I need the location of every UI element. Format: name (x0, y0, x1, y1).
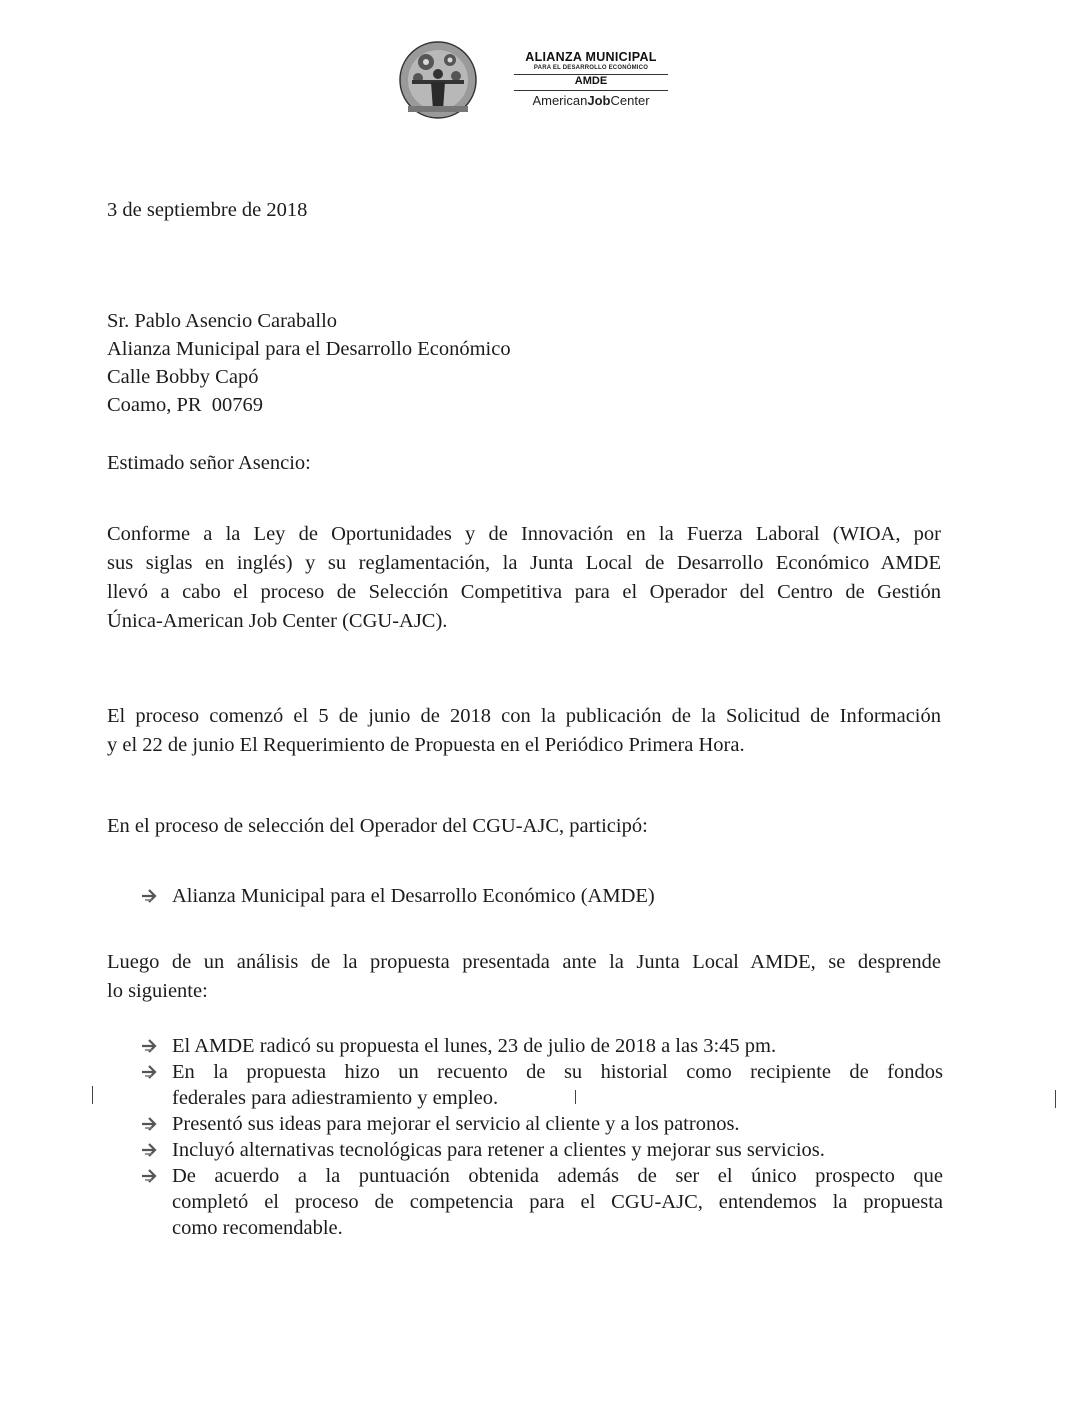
participants-list (140, 883, 943, 909)
paragraph-wioa (107, 520, 941, 636)
organization-name: ALIANZA MUNICIPAL (525, 50, 657, 64)
paragraph-line: llevó a cabo el proceso de Selección Competitiva para el Operador del Centro de Gestión (107, 581, 941, 603)
gears-and-person-logo-icon (398, 40, 478, 120)
finding-line: Incluyó alternativas tecnológicas para retener a clientes y mejorar sus servicios. (172, 1139, 825, 1161)
organization-name-block (506, 50, 676, 109)
finding-line: En la propuesta hizo un recuento de su historial como recipiente de fondos (172, 1061, 943, 1083)
paragraph-line: y el 22 de junio El Requerimiento de Propuesta en el Periódico Primera Hora. (107, 734, 745, 756)
paragraph-line: Conforme a la Ley de Oportunidades y de Innovación en la Fuerza Laboral (WIOA, por (107, 523, 941, 545)
list-item (140, 883, 943, 909)
organization-subtitle: PARA EL DESARROLLO ECONÓMICO (533, 65, 649, 71)
salutation: Estimado señor Asencio: (107, 452, 311, 474)
paragraph-line: sus siglas en inglés) y su reglamentación, la Junta Local de Desarrollo Económico AMDE (107, 552, 941, 574)
arrow-bullet-icon (140, 887, 160, 905)
letter-date: 3 de septiembre de 2018 (107, 199, 308, 221)
finding-line: De acuerdo a la puntuación obtenida además de ser el único prospecto que (172, 1165, 943, 1187)
paragraph-line: lo siguiente: (107, 980, 208, 1002)
paragraph-process (107, 702, 941, 760)
paragraph-line: El proceso comenzó el 5 de junio de 2018 con la publicación de la Solicitud de Información (107, 705, 941, 727)
organization-abbreviation: AMDE (574, 75, 608, 87)
recipient-name: Sr. Pablo Asencio Caraballo (107, 310, 338, 332)
finding-line: como recomendable. (172, 1217, 343, 1239)
findings-list (140, 1033, 943, 1241)
arrow-bullet-icon (140, 1141, 160, 1159)
list-item (140, 1059, 943, 1111)
finding-line: federales para adiestramiento y empleo. (172, 1087, 499, 1109)
finding-line: Presentó sus ideas para mejorar el servicio al cliente y a los patronos. (172, 1113, 740, 1135)
paragraph-line: Luego de un análisis de la propuesta presentada ante la Junta Local AMDE, se desprende (107, 951, 941, 973)
paragraph-participants-intro: En el proceso de selección del Operador del CGU-AJC, participó: (107, 815, 648, 837)
list-item (140, 1137, 943, 1163)
scan-mark (92, 1086, 93, 1104)
recipient-organization: Alianza Municipal para el Desarrollo Económico (107, 338, 511, 360)
american-job-center-wordmark: AmericanJobCenter (532, 93, 650, 108)
scan-mark (1055, 1090, 1056, 1108)
finding-line: El AMDE radicó su propuesta el lunes, 23 de julio de 2018 a las 3:45 pm. (172, 1035, 777, 1057)
arrow-bullet-icon (140, 1037, 160, 1055)
arrow-bullet-icon (140, 1115, 160, 1133)
arrow-bullet-icon (140, 1063, 160, 1081)
participant-name: Alianza Municipal para el Desarrollo Económico (AMDE) (172, 885, 655, 907)
recipient-city: Coamo, PR 00769 (107, 394, 264, 416)
paragraph-line: Única-American Job Center (CGU-AJC). (107, 610, 448, 632)
recipient-street: Calle Bobby Capó (107, 366, 259, 388)
list-item (140, 1111, 943, 1137)
letterhead (398, 40, 678, 122)
list-item (140, 1033, 943, 1059)
divider (514, 90, 668, 91)
paragraph-analysis (107, 948, 941, 1006)
list-item (140, 1163, 943, 1241)
arrow-bullet-icon (140, 1167, 160, 1185)
scan-mark (575, 1090, 576, 1104)
finding-line: completó el proceso de competencia para el CGU-AJC, entendemos la propuesta (172, 1191, 943, 1213)
